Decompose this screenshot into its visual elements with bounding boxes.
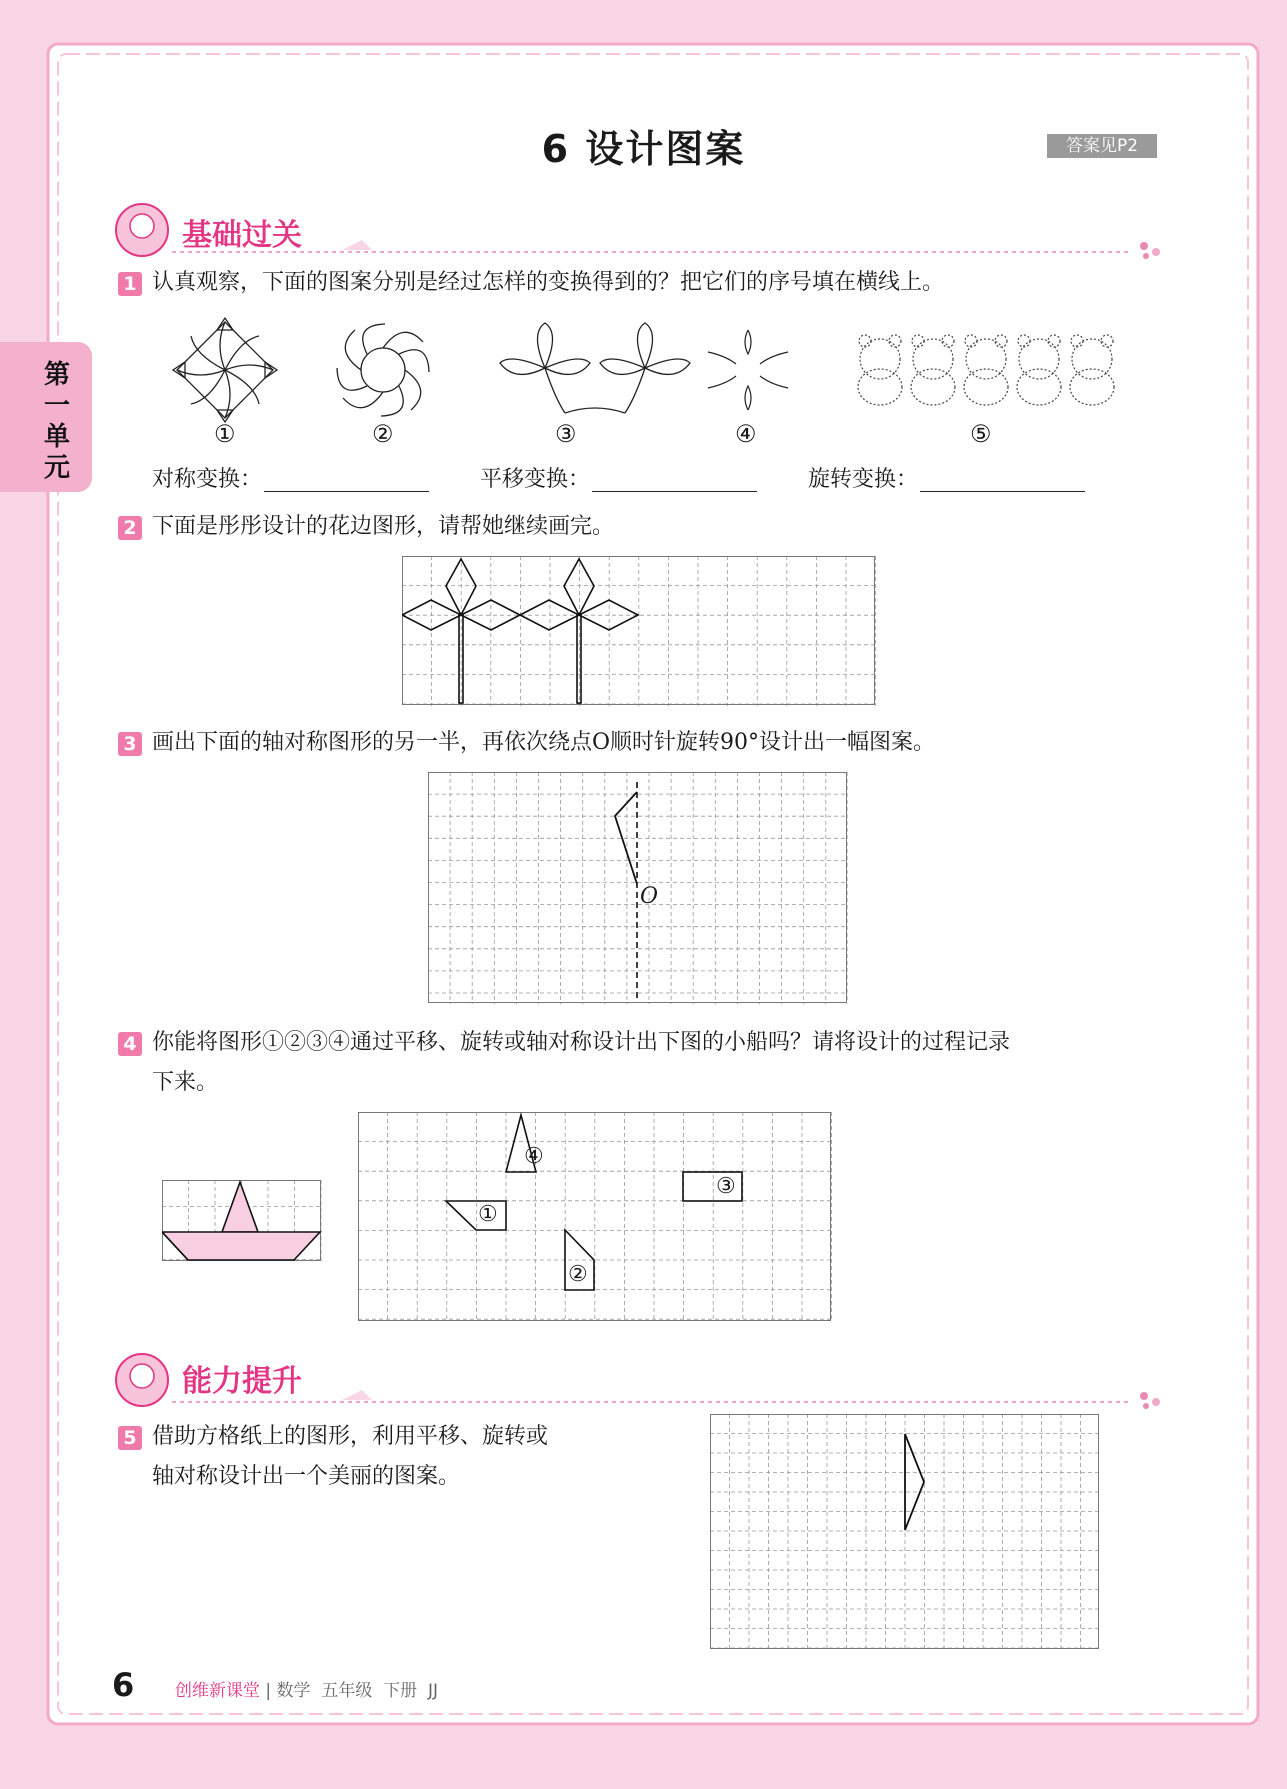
q2-number: 2 [118, 516, 142, 540]
q3-text: 画出下面的轴对称图形的另一半，再依次绕点O顺时针旋转90°设计出一幅图案。 [152, 730, 936, 755]
footer-info: 创维新课堂 | 数学 五年级 下册 JJ [175, 1681, 439, 1701]
q5-text-line1: 借助方格纸上的图形，利用平移、旋转或 [152, 1424, 549, 1449]
q1-label-5: ⑤ [970, 420, 992, 448]
footer-edition: JJ [427, 1681, 439, 1701]
unit-side-tab [0, 342, 92, 492]
footer-grade: 五年级 [321, 1681, 373, 1701]
q1-symmetry-label: 对称变换： [152, 467, 263, 492]
answer-reference: 答案见P2 [1047, 134, 1157, 158]
shape-label-2: ② [568, 1262, 588, 1287]
q5-number: 5 [118, 1426, 142, 1450]
q1-translation-label: 平移变换： [480, 467, 591, 492]
shape-label-3: ③ [716, 1174, 736, 1199]
q1-rotation-label: 旋转变换： [808, 467, 919, 492]
q1-number: 1 [118, 272, 142, 296]
page-number: 6 [112, 1666, 135, 1704]
q1-label-2: ② [372, 420, 394, 448]
shape-label-1: ① [478, 1202, 498, 1227]
q2-grid[interactable] [402, 556, 876, 706]
footer-brand: 创维新课堂 [175, 1681, 260, 1701]
figure-four-leaves [708, 330, 788, 410]
figure-lilies [500, 323, 690, 413]
figure-swirl-flower [337, 324, 429, 416]
q2-text: 下面是彤彤设计的花边图形，请帮她继续画完。 [152, 514, 615, 539]
unit-label: 第一单元 [43, 360, 70, 483]
q3-number: 3 [118, 732, 142, 756]
q4-text-line1: 你能将图形①②③④通过平移、旋转或轴对称设计出下图的小船吗？请将设计的过程记录 [152, 1030, 1011, 1055]
figure-pinwheel [173, 318, 277, 422]
q5-text-line2: 轴对称设计出一个美丽的图案。 [152, 1464, 461, 1489]
q1-figures [170, 315, 1130, 425]
shape-label-4: ④ [524, 1144, 544, 1169]
figure-bears [858, 335, 1114, 405]
q1-translation-blank[interactable] [592, 490, 757, 492]
q1-rotation-blank[interactable] [920, 490, 1085, 492]
footer-term: 下册 [383, 1681, 418, 1701]
q1-text: 认真观察，下面的图案分别是经过怎样的变换得到的？把它们的序号填在横线上。 [152, 270, 945, 295]
point-o-label: O [640, 884, 659, 909]
q5-grid[interactable] [710, 1414, 1100, 1650]
q4-boat-figure [162, 1180, 322, 1262]
q1-symmetry-blank[interactable] [264, 490, 429, 492]
section-advanced-title: 能力提升 [182, 1364, 302, 1399]
q4-grid[interactable] [358, 1112, 832, 1322]
q1-label-1: ① [214, 420, 236, 448]
q1-label-3: ③ [555, 420, 577, 448]
lesson-title: 6 设计图案 [541, 127, 746, 171]
q3-grid[interactable] [428, 772, 848, 1004]
q4-number: 4 [118, 1032, 142, 1056]
q1-label-4: ④ [735, 420, 757, 448]
section-basic-title: 基础过关 [182, 218, 302, 253]
q4-text-line2: 下来。 [152, 1070, 219, 1095]
q5-base-shape [905, 1434, 924, 1530]
footer-subject: 数学 [276, 1681, 311, 1701]
